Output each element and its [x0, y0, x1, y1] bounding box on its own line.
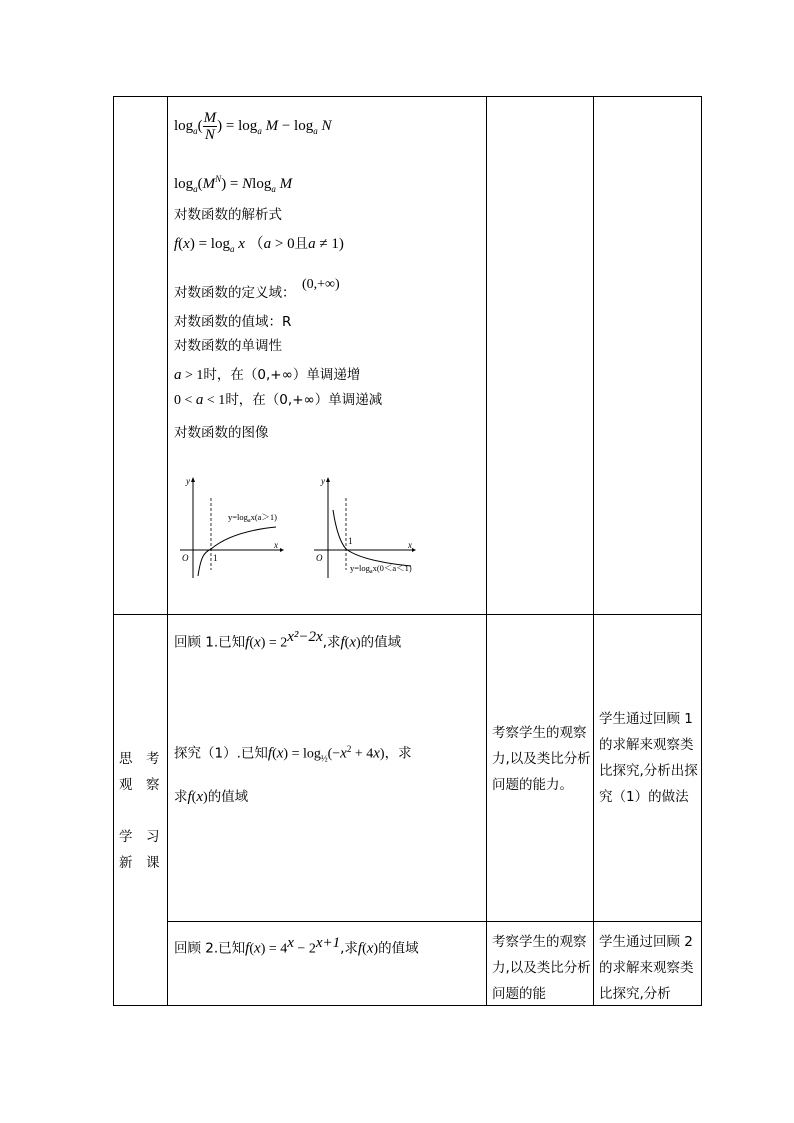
origin-left: O: [182, 553, 189, 563]
section-label-line3: 学 习: [119, 829, 160, 845]
table-border-left: [113, 96, 114, 1006]
table-border-right: [701, 96, 702, 1006]
explore-1-line2: 求f(x)的值域: [174, 789, 249, 805]
log-quotient-formula: $\log_a$( $\frac{M}{N}$ ) = $\log_a M - \log_a N$: [174, 110, 332, 143]
section-label-line1: 思 考: [119, 751, 160, 767]
x-arrow-right: [412, 548, 416, 552]
origin-right: O: [316, 553, 323, 563]
label-right: $y=\log_ax(0<a<1)$: [350, 563, 412, 575]
table-border-top: [113, 96, 702, 97]
student-activity-row3: 学生通过回顾 2 的求解来观察类比探究,分析: [599, 934, 694, 1002]
student-activity-row2: 学生通过回顾 1 的求解来观察类比探究,分析出探究（1）的做法: [599, 711, 698, 805]
graph-label: 对数函数的图像: [174, 425, 269, 441]
domain-label: 对数函数的定义域：: [174, 285, 296, 301]
one-right: 1: [348, 536, 353, 546]
col-divider-3: [593, 96, 594, 1006]
y-arrow-right: [326, 477, 330, 482]
one-left: 1: [213, 553, 218, 563]
section-label-line2: 观 察: [119, 777, 160, 793]
graph-increasing: [180, 476, 284, 578]
range-label: 对数函数的值域：R: [174, 314, 292, 330]
section-label: [119, 746, 163, 876]
log-power-formula: $\log_a(M^N) = Nlog_a$ M: [174, 174, 293, 194]
col-divider-1: [167, 96, 168, 1006]
axis-y-right: y: [321, 476, 325, 486]
axis-y-left: y: [186, 476, 190, 486]
axis-x-left: x: [274, 540, 278, 550]
y-arrow-left: [191, 477, 195, 482]
curve-increasing: [198, 527, 276, 576]
review-1: 回顾 1.已知$f(x) = 2^{x^2-2x}$,求f(x)的值域: [174, 629, 402, 651]
mono-case-1: a > 1时，在（0,+∞）单调递增: [174, 367, 361, 383]
log-graphs: [176, 470, 456, 585]
explore-1: 探究（1）.已知$f(x) = \log_{\frac{1}{2}}(-x^2 + 4x)$，求: [174, 744, 412, 764]
def-formula: $f(x) = \log_a x$ （a > 0且a ≠ 1): [174, 236, 344, 254]
curve-decreasing: [333, 510, 411, 566]
label-left: $y=\log_ax(a>1)$: [228, 512, 278, 524]
def-label: 对数函数的解析式: [174, 207, 282, 223]
teaching-goal-row3: 考察学生的观察力,以及类比分析问题的能: [492, 934, 591, 1002]
row-divider-2: [167, 921, 702, 922]
monotonic-label: 对数函数的单调性: [174, 338, 282, 354]
mono-case-2: 0 < a < 1时，在（0,+∞）单调递减: [174, 392, 383, 408]
teaching-goal-row2: 考察学生的观察力,以及类比分析问题的能力。: [492, 725, 591, 793]
x-arrow-left: [280, 548, 284, 552]
domain-value: (0,+∞): [302, 277, 340, 292]
col-divider-2: [486, 96, 487, 1006]
row-divider-1: [113, 614, 702, 615]
review-2: 回顾 2.已知$f(x) = 4^x - 2^{x+1}$,求f(x)的值域: [174, 935, 419, 957]
graph-decreasing: [314, 476, 416, 578]
axis-x-right: x: [408, 540, 412, 550]
section-label-line4: 新 课: [119, 855, 160, 871]
